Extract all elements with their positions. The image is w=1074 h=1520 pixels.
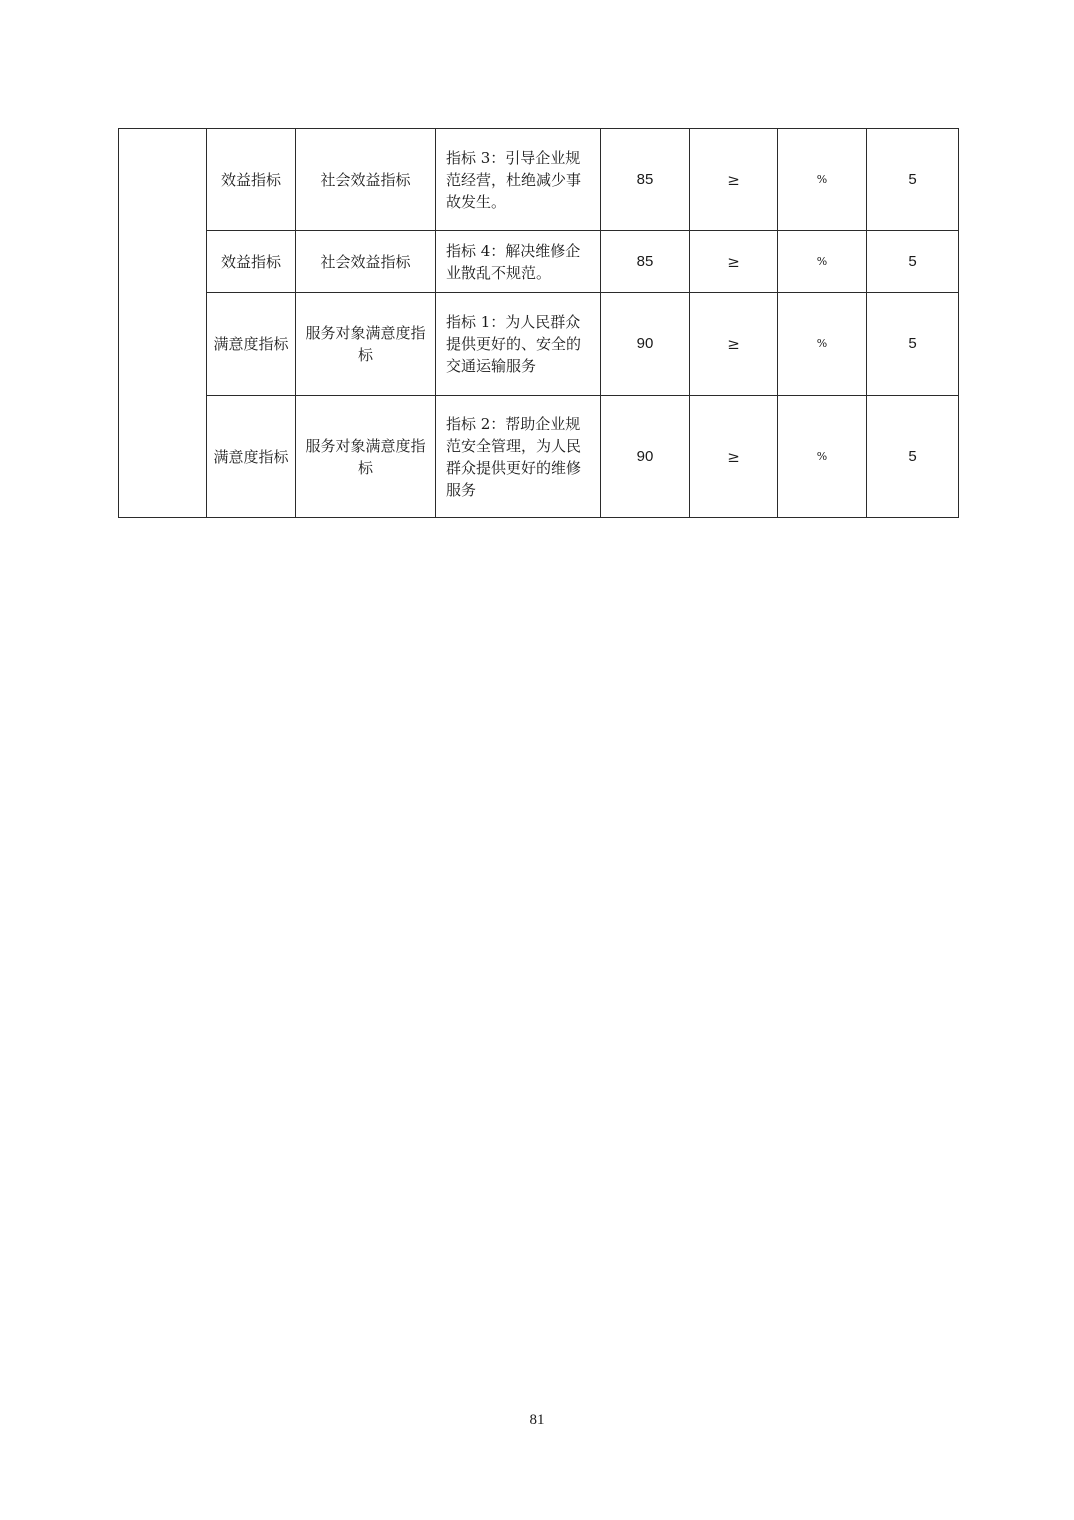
category-cell: 满意度指标 — [207, 293, 296, 396]
operator-cell: ≥ — [690, 293, 778, 396]
table-row — [119, 231, 959, 293]
table-row — [119, 129, 959, 231]
score-cell: 5 — [867, 231, 959, 293]
page-number: 81 — [529, 1412, 545, 1428]
target-value-cell: 90 — [601, 396, 690, 518]
unit-cell: % — [778, 293, 867, 396]
subcategory-cell: 服务对象满意度指标 — [296, 396, 436, 518]
subcategory-cell: 服务对象满意度指标 — [296, 293, 436, 396]
subcategory-cell: 社会效益指标 — [296, 129, 436, 231]
indicator-description-cell: 指标 3：引导企业规范经营，杜绝减少事故发生。 — [436, 129, 601, 231]
target-value-cell: 85 — [601, 129, 690, 231]
table-row — [119, 293, 959, 396]
target-value-cell: 90 — [601, 293, 690, 396]
operator-cell: ≥ — [690, 231, 778, 293]
score-cell: 5 — [867, 396, 959, 518]
subcategory-cell: 社会效益指标 — [296, 231, 436, 293]
unit-cell: % — [778, 231, 867, 293]
category-cell: 效益指标 — [207, 129, 296, 231]
category-cell: 效益指标 — [207, 231, 296, 293]
merged-blank-cell — [119, 129, 207, 518]
unit-cell: % — [778, 129, 867, 231]
operator-cell: ≥ — [690, 396, 778, 518]
unit-cell: % — [778, 396, 867, 518]
score-cell: 5 — [867, 293, 959, 396]
operator-cell: ≥ — [690, 129, 778, 231]
score-cell: 5 — [867, 129, 959, 231]
indicator-description-cell: 指标 4：解决维修企业散乱不规范。 — [436, 231, 601, 293]
performance-indicator-table — [118, 128, 959, 518]
target-value-cell: 85 — [601, 231, 690, 293]
indicator-description-cell: 指标 1：为人民群众提供更好的、安全的交通运输服务 — [436, 293, 601, 396]
category-cell: 满意度指标 — [207, 396, 296, 518]
indicator-description-cell: 指标 2：帮助企业规范安全管理，为人民群众提供更好的维修服务 — [436, 396, 601, 518]
table-row — [119, 396, 959, 518]
